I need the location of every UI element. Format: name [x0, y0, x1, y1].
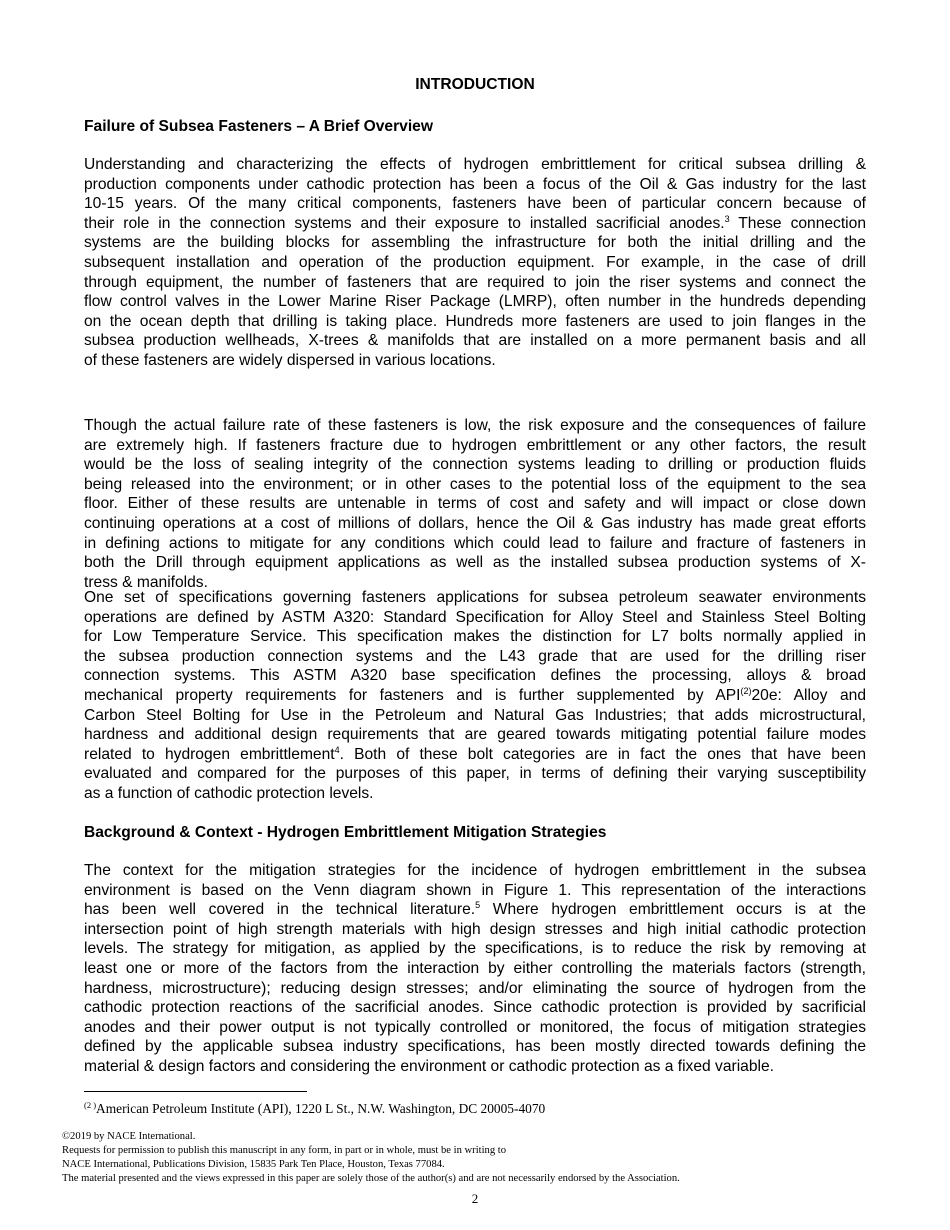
text-line: One set of specifications governing fasteners applications for subsea petroleum seawater environments	[84, 589, 866, 606]
footnote-marker: (2 )	[84, 1100, 97, 1110]
text-line: tress & manifolds.	[84, 573, 208, 591]
subheading-background-context: Background & Context - Hydrogen Embrittlement Mitigation Strategies	[84, 824, 607, 841]
footnote-divider	[84, 1091, 307, 1092]
text-line: Understanding and characterizing the effects of hydrogen embrittlement for critical subsea drilling &	[84, 156, 866, 173]
text-line: for Low Temperature Service. This specification makes the distinction for L7 bolts normally applied in	[84, 628, 866, 646]
footnote	[84, 1101, 545, 1117]
copyright-line: ©2019 by NACE International.	[62, 1131, 196, 1142]
text-line: Carbon Steel Bolting for Use in the Petroleum and Natural Gas Industries; that adds microstructural,	[84, 706, 866, 724]
text-segment: has been well covered in the technical literature.	[84, 901, 476, 919]
text-line: least one or more of the factors from the interaction by either controlling the materials factors (strength,	[84, 959, 866, 977]
paragraph	[84, 155, 866, 371]
text-line: both the Drill through equipment applications as well as the installed subsea production systems of X-	[84, 554, 866, 572]
text-line	[84, 686, 866, 706]
text-line: would be the loss of sealing integrity of the connection systems leading to drilling or production fluids	[84, 456, 866, 474]
reference-superscript: 4	[334, 744, 340, 755]
text-segment: their role in the connection systems and their exposure to installed sacrificial anodes.	[84, 214, 725, 232]
text-line: hardness and additional design requirements that are geared towards mitigating potential failure modes	[84, 726, 866, 744]
paragraph	[84, 416, 866, 592]
text-line: the subsea production connection systems and the L43 grade that are used for the drilling riser	[84, 647, 866, 665]
text-line: 10-15 years. Of the many critical components, fasteners have been of particular concern because of	[84, 195, 866, 213]
text-line: in defining actions to mitigate for any conditions which could lead to failure and fracture of fasteners in	[84, 534, 866, 552]
text-line: subsea production wellheads, X-trees & manifolds that are installed on a more permanent basis and all	[84, 332, 866, 350]
text-line: hardness, microstructure); reducing design stresses; and/or eliminating the source of hydrogen from the	[84, 979, 866, 997]
copyright-line: NACE International, Publications Division, 15835 Park Ten Place, Houston, Texas 77084.	[62, 1159, 445, 1170]
reference-superscript: (2)	[740, 685, 752, 696]
text-line: anodes and their power output is not typically controlled or monitored, the focus of mitigation strategies	[84, 1018, 866, 1036]
text-line: connection systems. This ASTM A320 base specification defines the processing, alloys & broad	[84, 667, 866, 685]
subheading-failure-overview: Failure of Subsea Fasteners – A Brief Overview	[84, 118, 433, 135]
paragraph	[84, 588, 866, 804]
text-segment: These connection	[729, 214, 866, 232]
text-line: systems are the building blocks for assembling the infrastructure for both the initial drilling and the	[84, 234, 866, 252]
text-line: intersection point of high strength materials with high design stresses and high initial cathodic protection	[84, 920, 866, 938]
text-line: on the ocean depth that drilling is taking place. Hundreds more fasteners are used to join flanges in the	[84, 312, 866, 330]
text-line: levels. The strategy for mitigation, as applied by the specifications, is to reduce the risk by removing at	[84, 940, 866, 958]
text-line: being released into the environment; or in other cases to the potential loss of the equipment to the sea	[84, 475, 866, 493]
text-line: material & design factors and considering the environment or cathodic protection as a fixed variable.	[84, 1057, 774, 1075]
reference-superscript: 5	[475, 900, 481, 911]
footnote-text: American Petroleum Institute (API), 1220 L St., N.W. Washington, DC 20005-4070	[96, 1101, 546, 1116]
text-line: cathodic protection reactions of the sacrificial anodes. Since cathodic protection is provided by sacrificial	[84, 999, 866, 1017]
text-line: are extremely high. If fasteners fracture due to hydrogen embrittlement or any other factors, the result	[84, 436, 866, 454]
text-line: flow control valves in the Lower Marine Riser Package (LMRP), often number in the hundreds depending	[84, 293, 866, 311]
text-line: The context for the mitigation strategies for the incidence of hydrogen embrittlement in the subsea	[84, 862, 866, 879]
text-line: subsequent installation and operation of the production equipment. For example, in the case of drill	[84, 253, 866, 271]
text-line	[84, 214, 866, 234]
text-segment: mechanical property requirements for fasteners and is further supplemented by API	[84, 686, 741, 704]
paragraph	[84, 861, 866, 1077]
text-line: floor. Either of these results are untenable in terms of cost and safety and will impact or close down	[84, 495, 866, 513]
text-line: through equipment, the number of fasteners that are required to join the riser systems and connect the	[84, 273, 866, 291]
text-segment: related to hydrogen embrittlement	[84, 745, 335, 763]
text-segment: Where hydrogen embrittlement occurs is at the	[480, 901, 866, 919]
copyright-line: The material presented and the views expressed in this paper are solely those of the author(s) and are not necessarily endorsed by the Association.	[62, 1173, 680, 1184]
text-line: defined by the applicable subsea industry specifications, has been mostly directed towards defining the	[84, 1038, 866, 1056]
page-number: 2	[471, 1191, 479, 1206]
text-line: operations are defined by ASTM A320: Standard Specification for Alloy Steel and Stainless Steel Bolting	[84, 608, 866, 626]
text-line: continuing operations at a cost of millions of dollars, hence the Oil & Gas industry has made great efforts	[84, 514, 866, 532]
text-line	[84, 745, 866, 765]
copyright-notice	[62, 1130, 680, 1186]
text-line: Though the actual failure rate of these fasteners is low, the risk exposure and the consequences of failure	[84, 417, 866, 434]
text-line: as a function of cathodic protection levels.	[84, 784, 374, 802]
text-line: environment is based on the Venn diagram shown in Figure 1. This representation of the interactions	[84, 881, 866, 899]
text-segment: 20e: Alloy and	[751, 686, 866, 704]
text-segment: . Both of these bolt categories are in fact the ones that have been	[339, 745, 866, 763]
text-line	[84, 900, 866, 920]
reference-superscript: 3	[724, 213, 730, 224]
section-title: INTRODUCTION	[415, 76, 535, 93]
text-line: of these fasteners are widely dispersed in various locations.	[84, 351, 496, 369]
text-line: evaluated and compared for the purposes of this paper, in terms of defining their varying susceptibility	[84, 765, 866, 783]
copyright-line: Requests for permission to publish this manuscript in any form, in part or in whole, must be in writing to	[62, 1145, 507, 1156]
text-line: production components under cathodic protection has been a focus of the Oil & Gas industry for the last	[84, 175, 866, 193]
